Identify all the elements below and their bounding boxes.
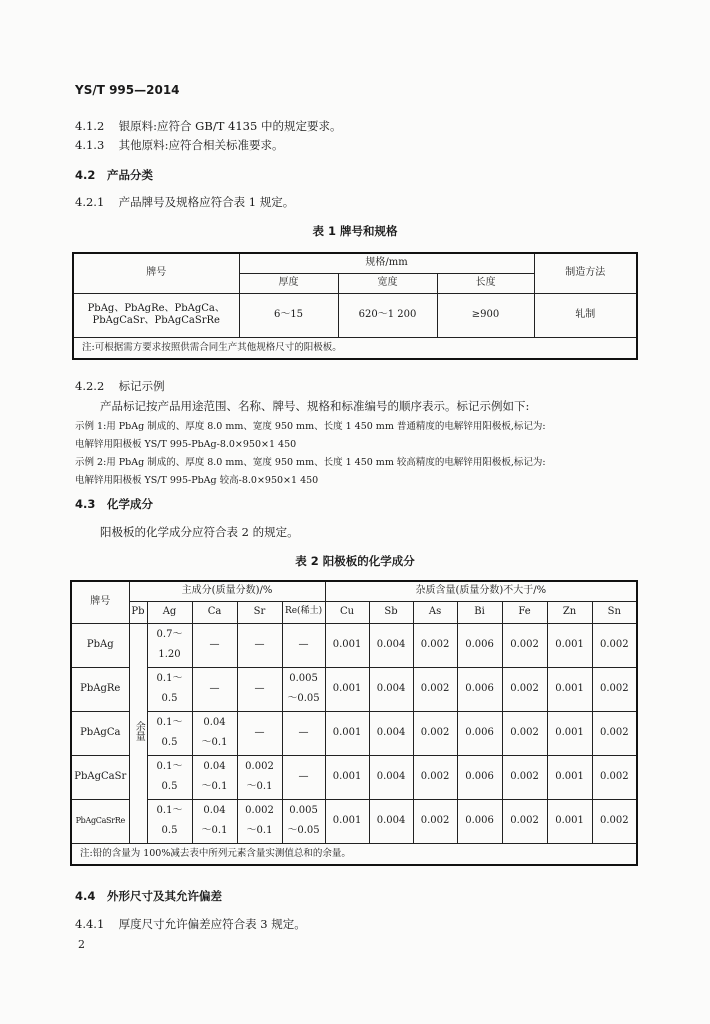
t2-value-line: 0.002: [245, 805, 274, 816]
t2-impurity-cell: 0.001: [325, 623, 369, 667]
t1-header-grade: 牌号: [73, 253, 239, 293]
t2-ag-cell: [147, 755, 192, 799]
t2-impurity-cell: 0.001: [325, 667, 369, 711]
t2-impurity-cell: 0.002: [413, 667, 457, 711]
t1-method: 轧制: [534, 293, 637, 337]
t2-value-line: —: [209, 638, 220, 650]
section-number: 4.4: [75, 889, 96, 903]
clause-text: 其他原料:应符合相关标准要求。: [118, 138, 284, 152]
t2-impurity-cell: 0.002: [592, 667, 637, 711]
clause-title: 标记示例: [118, 379, 165, 393]
table1-caption: 表 1 牌号和规格: [312, 224, 398, 238]
t2-value-line: ～0.1: [201, 825, 228, 836]
t2-value-line: —: [298, 638, 309, 650]
t2-impurity-cell: 0.006: [457, 623, 502, 667]
t2-ag-cell: [147, 711, 192, 755]
t2-col-zn: Zn: [547, 601, 592, 623]
t2-value-line: 0.005: [289, 805, 318, 816]
t2-value-line: —: [254, 726, 265, 738]
t2-value-line: ～0.1: [246, 825, 273, 836]
t1-header-length: 长度: [437, 273, 534, 293]
t2-re-cell: [282, 623, 325, 667]
t2-value-line: 0.04: [203, 717, 226, 728]
clause-4-2-1: [75, 194, 294, 210]
t2-value-line: 0.7～: [156, 629, 183, 640]
table2-caption: 表 2 阳极板的化学成分: [295, 554, 415, 568]
clause-4-1-3: [75, 137, 284, 153]
t2-impurity-cell: 0.001: [547, 711, 592, 755]
section-title: 化学成分: [107, 497, 154, 511]
t2-value-line: —: [254, 682, 265, 694]
section-4-4-heading: [75, 888, 222, 904]
clause-number: 4.4.1: [75, 917, 105, 931]
t2-sr-cell: [237, 667, 282, 711]
table-row: [71, 799, 637, 843]
t2-re-cell: [282, 667, 325, 711]
t2-re-cell: [282, 755, 325, 799]
t2-impurity-cell: 0.001: [547, 755, 592, 799]
marking-intro: 产品标记按产品用途范围、名称、牌号、规格和标准编号的顺序表示。标记示例如下:: [100, 399, 530, 413]
clause-4-2-2-heading: [75, 378, 165, 394]
t2-grade-cell: PbAgCaSr: [71, 755, 129, 799]
t2-sr-cell: [237, 711, 282, 755]
t2-sr-cell: [237, 755, 282, 799]
clause-text: 银原料:应符合 GB/T 4135 中的规定要求。: [118, 119, 342, 133]
table1: [72, 252, 638, 360]
t2-impurity-cell: 0.004: [369, 755, 413, 799]
t2-col-ca: Ca: [192, 601, 237, 623]
t1-header-thickness: 厚度: [239, 273, 338, 293]
t2-pb-balance-cell: [129, 623, 147, 843]
t1-thickness: 6～15: [239, 293, 338, 337]
t2-col-as: As: [413, 601, 457, 623]
t2-ag-cell: [147, 623, 192, 667]
t2-impurity-cell: 0.004: [369, 799, 413, 843]
section-4-3-heading: [75, 496, 153, 512]
clause-number: 4.1.3: [75, 138, 105, 152]
t2-impurity-cell: 0.002: [592, 755, 637, 799]
section-4-2-heading: [75, 167, 153, 183]
t2-value-line: —: [298, 726, 309, 738]
t2-impurity-cell: 0.002: [592, 623, 637, 667]
t2-impurity-cell: 0.002: [413, 623, 457, 667]
t2-re-cell: [282, 711, 325, 755]
t2-header-impurity: 杂质含量(质量分数)不大于/%: [325, 581, 637, 601]
t2-impurity-cell: 0.004: [369, 667, 413, 711]
t2-value-line: —: [298, 770, 309, 782]
t2-impurity-cell: 0.002: [502, 623, 547, 667]
t2-value-line: 1.20: [158, 649, 181, 660]
t2-value-line: 0.002: [245, 761, 274, 772]
t2-col-re: Re(稀土): [282, 601, 325, 623]
example-2: 示例 2:用 PbAg 制成的、厚度 8.0 mm、宽度 950 mm、长度 1 450 mm 较高精度的电解锌用阳极板,标记为:: [75, 457, 546, 468]
t2-header-main: 主成分(质量分数)/%: [129, 581, 325, 601]
t2-sr-cell: [237, 799, 282, 843]
t2-impurity-cell: 0.001: [325, 799, 369, 843]
t2-value-line: 0.1～: [156, 717, 183, 728]
t2-value-line: 0.5: [161, 825, 178, 836]
t2-value-line: ～0.05: [287, 825, 320, 836]
t2-impurity-cell: 0.001: [547, 799, 592, 843]
t2-grade-cell: PbAgCa: [71, 711, 129, 755]
t2-col-pb: Pb: [129, 601, 147, 623]
t2-value-line: 0.5: [161, 781, 178, 792]
t2-impurity-cell: 0.004: [369, 623, 413, 667]
t1-header-width: 宽度: [338, 273, 437, 293]
t2-value-line: 0.1～: [156, 673, 183, 684]
t2-grade-cell: PbAgCaSrRe: [71, 799, 129, 843]
clause-number: 4.2.2: [75, 379, 105, 393]
section-title: 产品分类: [107, 168, 154, 182]
t2-ca-cell: [192, 711, 237, 755]
t2-impurity-cell: 0.002: [413, 799, 457, 843]
t2-impurity-cell: 0.001: [547, 667, 592, 711]
t2-value-line: —: [254, 638, 265, 650]
t2-col-sn: Sn: [592, 601, 637, 623]
t2-impurity-cell: 0.002: [502, 799, 547, 843]
t2-value-line: 0.1～: [156, 805, 183, 816]
t2-col-sb: Sb: [369, 601, 413, 623]
t1-width: 620～1 200: [338, 293, 437, 337]
t2-impurity-cell: 0.002: [502, 711, 547, 755]
document-code: YS/T 995—2014: [75, 83, 180, 97]
t2-value-line: ～0.1: [246, 781, 273, 792]
t2-grade-cell: PbAg: [71, 623, 129, 667]
t2-col-ag: Ag: [147, 601, 192, 623]
t2-header-grade: 牌号: [71, 581, 129, 623]
t2-note: 注:铅的含量为 100%减去表中所列元素含量实测值总和的余量。: [71, 843, 637, 865]
t2-impurity-cell: 0.006: [457, 799, 502, 843]
t2-impurity-cell: 0.006: [457, 667, 502, 711]
t2-impurity-cell: 0.002: [592, 711, 637, 755]
t2-impurity-cell: 0.002: [502, 755, 547, 799]
t2-value-line: 0.04: [203, 805, 226, 816]
clause-4-4-1: [75, 916, 306, 932]
t2-re-cell: [282, 799, 325, 843]
t2-value-line: 0.5: [161, 737, 178, 748]
t2-impurity-cell: 0.004: [369, 711, 413, 755]
t2-impurity-cell: 0.002: [413, 711, 457, 755]
t2-impurity-cell: 0.006: [457, 711, 502, 755]
t2-value-line: ～0.1: [201, 737, 228, 748]
example-1-mark: 电解锌用阳极板 YS/T 995-PbAg-8.0×950×1 450: [75, 439, 297, 450]
t2-ca-cell: [192, 667, 237, 711]
clause-number: 4.1.2: [75, 119, 105, 133]
t1-header-method: 制造方法: [534, 253, 637, 293]
t2-col-sr: Sr: [237, 601, 282, 623]
t2-grade-cell: PbAgRe: [71, 667, 129, 711]
clause-4-1-2: [75, 118, 341, 134]
para-4-3: 阳极板的化学成分应符合表 2 的规定。: [100, 525, 299, 539]
t2-col-fe: Fe: [502, 601, 547, 623]
clause-text: 产品牌号及规格应符合表 1 规定。: [118, 195, 295, 209]
clause-number: 4.2.1: [75, 195, 105, 209]
t2-pb-balance: 余量: [133, 720, 145, 741]
t2-impurity-cell: 0.001: [325, 711, 369, 755]
t2-value-line: ～0.05: [287, 693, 320, 704]
t2-sr-cell: [237, 623, 282, 667]
t2-impurity-cell: 0.002: [413, 755, 457, 799]
table-row: [71, 711, 637, 755]
table-row: [71, 755, 637, 799]
section-title: 外形尺寸及其允许偏差: [107, 889, 223, 903]
section-number: 4.2: [75, 168, 96, 182]
t2-value-line: 0.1～: [156, 761, 183, 772]
clause-text: 厚度尺寸允许偏差应符合表 3 规定。: [118, 917, 306, 931]
t2-value-line: 0.04: [203, 761, 226, 772]
t1-grade-line: PbAgCaSr、PbAgCaSrRe: [92, 315, 220, 326]
t1-note: 注:可根据需方要求按照供需合同生产其他规格尺寸的阳极板。: [73, 337, 637, 359]
t2-value-line: 0.005: [289, 673, 318, 684]
t2-ca-cell: [192, 799, 237, 843]
t2-ag-cell: [147, 799, 192, 843]
example-1: 示例 1:用 PbAg 制成的、厚度 8.0 mm、宽度 950 mm、长度 1 450 mm 普通精度的电解锌用阳极板,标记为:: [75, 421, 546, 432]
t2-value-line: ～0.1: [201, 781, 228, 792]
t1-header-spec: 规格/mm: [239, 253, 534, 273]
t2-impurity-cell: 0.002: [592, 799, 637, 843]
t1-grade-line: PbAg、PbAgRe、PbAgCa、: [87, 302, 225, 314]
t2-ca-cell: [192, 755, 237, 799]
t2-col-bi: Bi: [457, 601, 502, 623]
t2-impurity-cell: 0.001: [547, 623, 592, 667]
t2-value-line: 0.5: [161, 693, 178, 704]
t2-impurity-cell: 0.006: [457, 755, 502, 799]
table-row: [71, 667, 637, 711]
t2-col-cu: Cu: [325, 601, 369, 623]
table-row: [71, 623, 637, 667]
t2-impurity-cell: 0.002: [502, 667, 547, 711]
t2-impurity-cell: 0.001: [325, 755, 369, 799]
page-number: 2: [78, 938, 85, 951]
t2-ag-cell: [147, 667, 192, 711]
t2-value-line: —: [209, 682, 220, 694]
t1-grade-cell: [73, 293, 239, 337]
table2: [70, 580, 638, 866]
t1-length: ≥900: [437, 293, 534, 337]
section-number: 4.3: [75, 497, 96, 511]
example-2-mark: 电解锌用阳极板 YS/T 995-PbAg 较高-8.0×950×1 450: [75, 475, 319, 486]
t2-ca-cell: [192, 623, 237, 667]
